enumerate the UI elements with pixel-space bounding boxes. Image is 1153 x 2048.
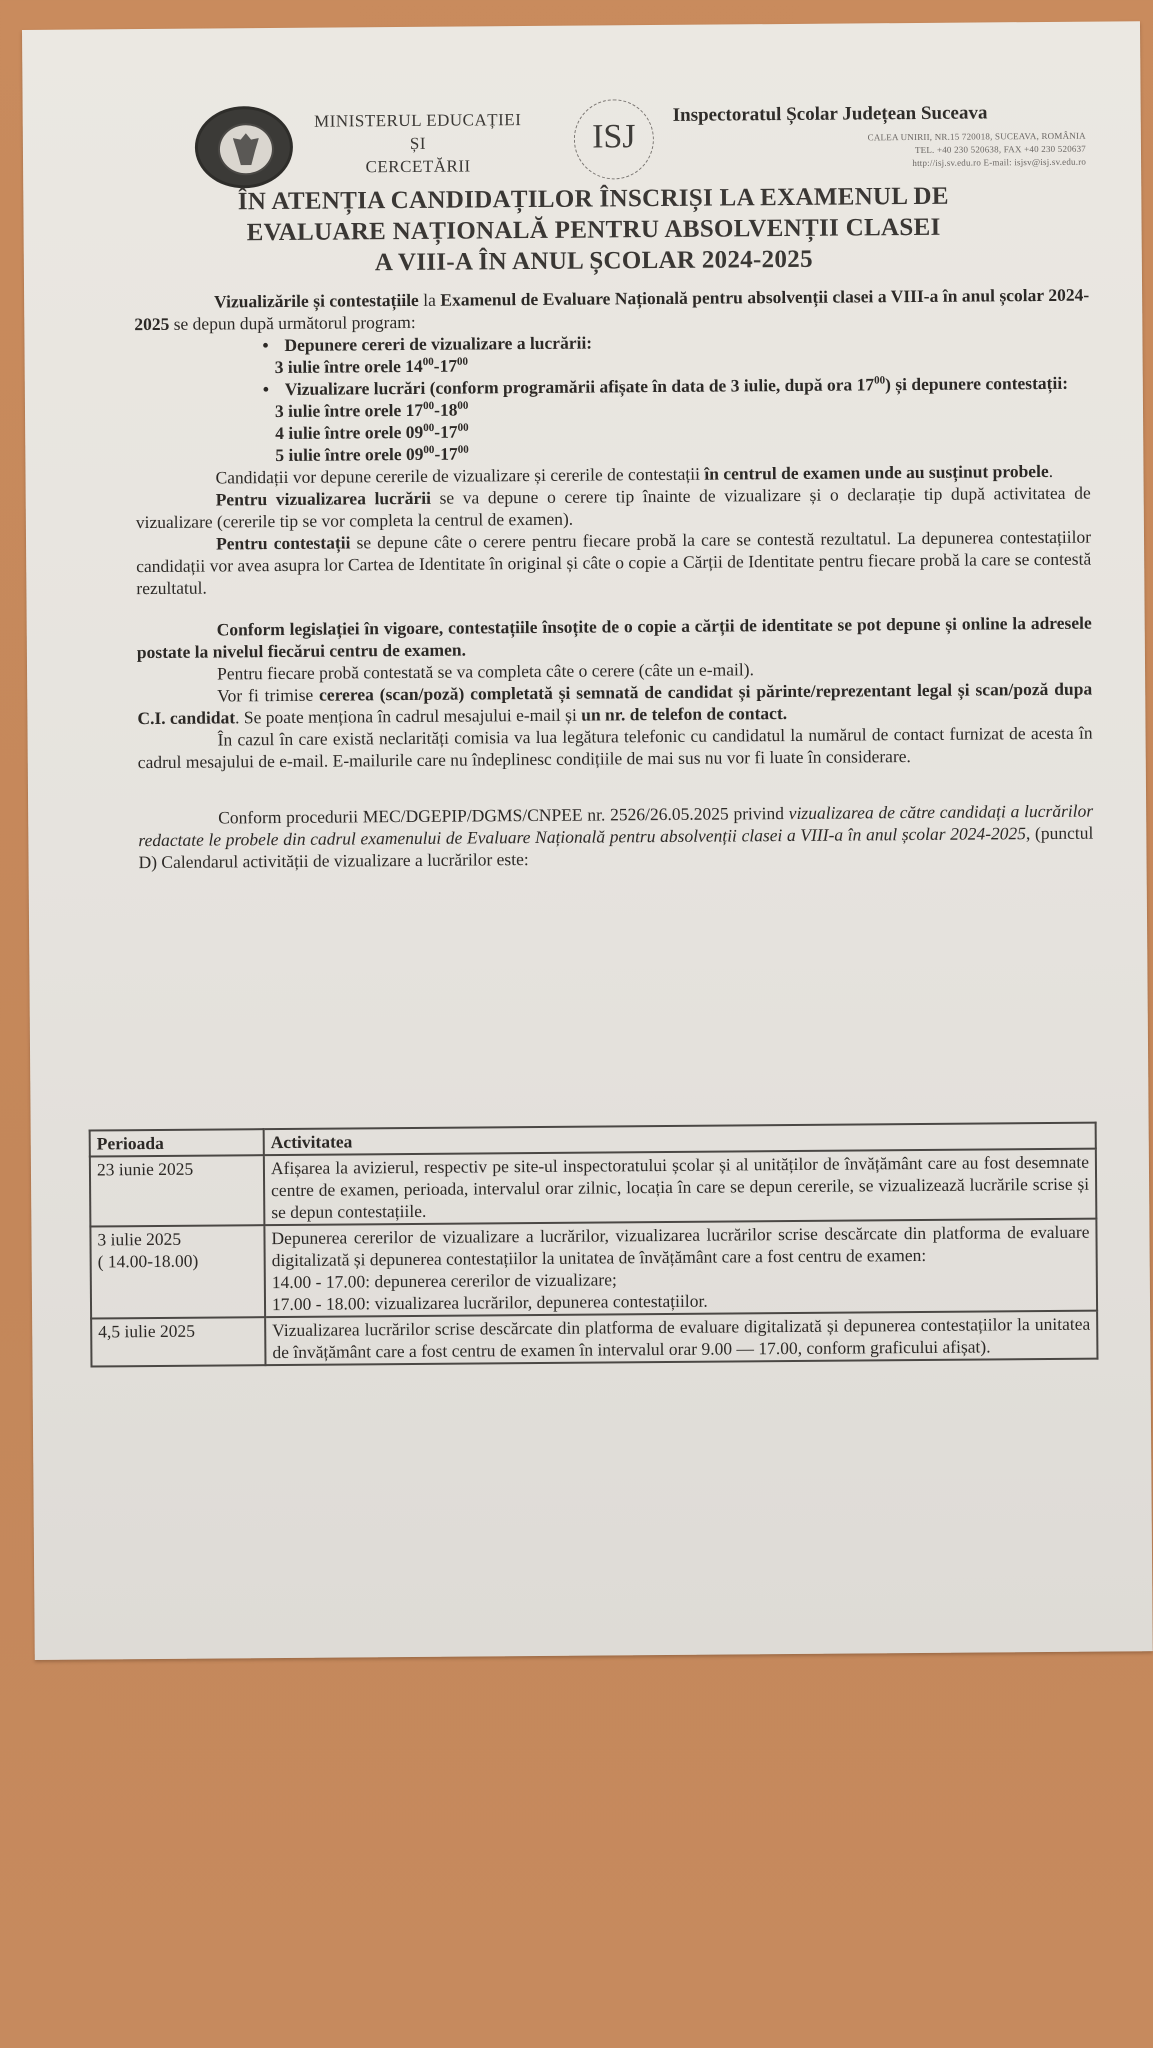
schedule-time: 3 iulie între orele $17^{00}-18^{00}$ — [274, 399, 469, 422]
schedule-item-viewing-contestations: • Vizualizare lucrări (conform programării afișate în data de 3 iulie, după ora $17^{00}$) și depunere contestații: — [135, 372, 1090, 401]
phone-fax: TEL. +40 230 520638, FAX +40 230 520637 — [914, 143, 1087, 155]
paragraph-one-request-per-exam: Pentru fiecare probă contestată se va completa câte o cerere (câte un e-mail). — [216, 659, 754, 684]
schedule-time: 5 iulie între orele $09^{00}-17^{00}$ — [275, 443, 469, 466]
inspectorate-name: Inspectoratul Școlar Județean Suceava — [672, 102, 988, 126]
web-email: http://isj.sv.edu.ro E-mail: isjsv@isj.sv.edu.ro — [912, 156, 1087, 169]
schedule-time: 3 iulie între orele $14^{00}-17^{00}$ — [274, 355, 469, 378]
document-body — [134, 284, 1094, 873]
calendar-table — [89, 1122, 1099, 1368]
activity-cell: Depunerea cererilor de vizualizare a lucrărilor, vizualizarea lucrărilor scrise descărcate din platforma de evaluare digitalizată și depunerea contestațiilor la unitatea de învățământ care a fost centru de examen: 14.00 - 17.00: depunerea cererilor de vizualizare; 17.00 - 18.00: vizualizarea lucrărilor, depunerea contestațiilor. — [264, 1219, 1097, 1318]
document-title: ÎN ATENȚIA CANDIDAȚILOR ÎNSCRIȘI LA EXAMENUL DE EVALUARE NAȚIONALĂ PENTRU ABSOLVENȚII CLASEI A VIII-A ÎN ANUL ȘCOLAR 2024-2025 — [237, 182, 949, 277]
paragraph-procedure: Conform procedurii MEC/DGEPIP/DGMS/CNPEE nr. 2526/26.05.2025 privind vizualizarea de către candidați a lucrărilor redactate le probele din cadrul examenului de Evaluare Națională pentru absolvenții clasei a VIII-a în anul școlar 2024-2025, (punctul D) Calendarul activității de vizualizare a lucrărilor este: — [138, 800, 1094, 873]
period-cell: 4,5 iulie 2025 — [91, 1317, 265, 1366]
isj-logo-icon: ISJ — [574, 99, 655, 180]
period-cell: 23 iunie 2025 — [90, 1155, 265, 1226]
schedule-item-viewing-requests: • Depunere cereri de vizualizare a lucrării: — [134, 328, 1089, 357]
paragraph-documents-sent: Vor fi trimise cererea (scan/poză) completată și semnată de candidat și părinte/reprezentant legal și scan/poză dupa C.I. candidat. Se poate menționa în cadrul mesajului e-mail și un nr. de telefon de contact. — [137, 678, 1093, 729]
activity-cell: Vizualizarea lucrărilor scrise descărcate din platforma de evaluare digitalizată și depunerea contestațiilor la unitatea de învățământ care a fost centru de examen în intervalul orar 9.00 — 17.00, conform graficului afișat). — [265, 1311, 1097, 1366]
column-header-activity: Activitatea — [264, 1123, 1096, 1156]
table-row — [90, 1219, 1097, 1319]
column-header-period: Perioada — [90, 1129, 264, 1156]
paragraph-clarifications: În cazul în care există neclarități comisia va lua legătura telefonic cu candidatul la numărul de contact furnizat de acesta în cadrul mesajului de e-mail. E-mailurile care nu îndeplinesc condițiile de mai sus nu vor fi luate în considerare. — [137, 722, 1093, 773]
period-cell: 3 iulie 2025 ( 14.00-18.00) — [90, 1225, 265, 1318]
paragraph-exam-center: Candidații vor depune cererile de vizualizare și cererile de contestații în centrul de examen unde au susținut probele. — [215, 460, 1054, 488]
table-row — [91, 1311, 1097, 1367]
document-paper — [22, 21, 1153, 1660]
ministry-name: MINISTERUL EDUCAȚIEI ȘI CERCETĂRII — [314, 110, 522, 177]
schedule-time: 4 iulie între orele $09^{00}-17^{00}$ — [275, 421, 469, 444]
intro-paragraph: Vizualizările și contestațiile la Examenul de Evaluare Națională pentru absolvenții clasei a VIII-a în anul școlar 2024-2025 se depun după următorul program: — [134, 284, 1090, 335]
romanian-government-seal-icon — [195, 106, 294, 189]
activity-cell: Afișarea la avizierul, respectiv pe site-ul inspectoratului școlar și al unităților de învățământ care au fost desemnate centre de examen, perioada, intervalul orar zilnic, locația în care se depun cererile, se vizualizează lucrările scrise și se depun contestațiile. — [264, 1149, 1097, 1226]
letterhead — [22, 61, 1141, 180]
paragraph-contestations: Pentru contestații se depune câte o cerere pentru fiecare probă la care se contestă rezultatul. La depunerea contestațiilor candidații vor avea asupra lor Cartea de Identitate în original și câte o copie a Cărții de Identitate pentru fiecare probă la care se contestă rezultatul. — [136, 526, 1092, 599]
table-row — [90, 1149, 1097, 1227]
inspectorate-contact — [868, 130, 1087, 171]
paragraph-online-submission: Conform legislației în vigoare, contestațiile însoțite de o copie a cărții de identitate se pot depune și online la adresele postate la nivelul fiecărui centru de examen. — [136, 612, 1092, 663]
paragraph-viewing: Pentru vizualizarea lucrării se va depune o cerere tip înainte de vizualizare și o declarație tip după activitatea de vizualizare (cererile tip se vor completa la centrul de examen). — [135, 482, 1091, 533]
address: CALEA UNIRII, NR.15 720018, SUCEAVA, ROMÂNIA — [867, 130, 1086, 143]
